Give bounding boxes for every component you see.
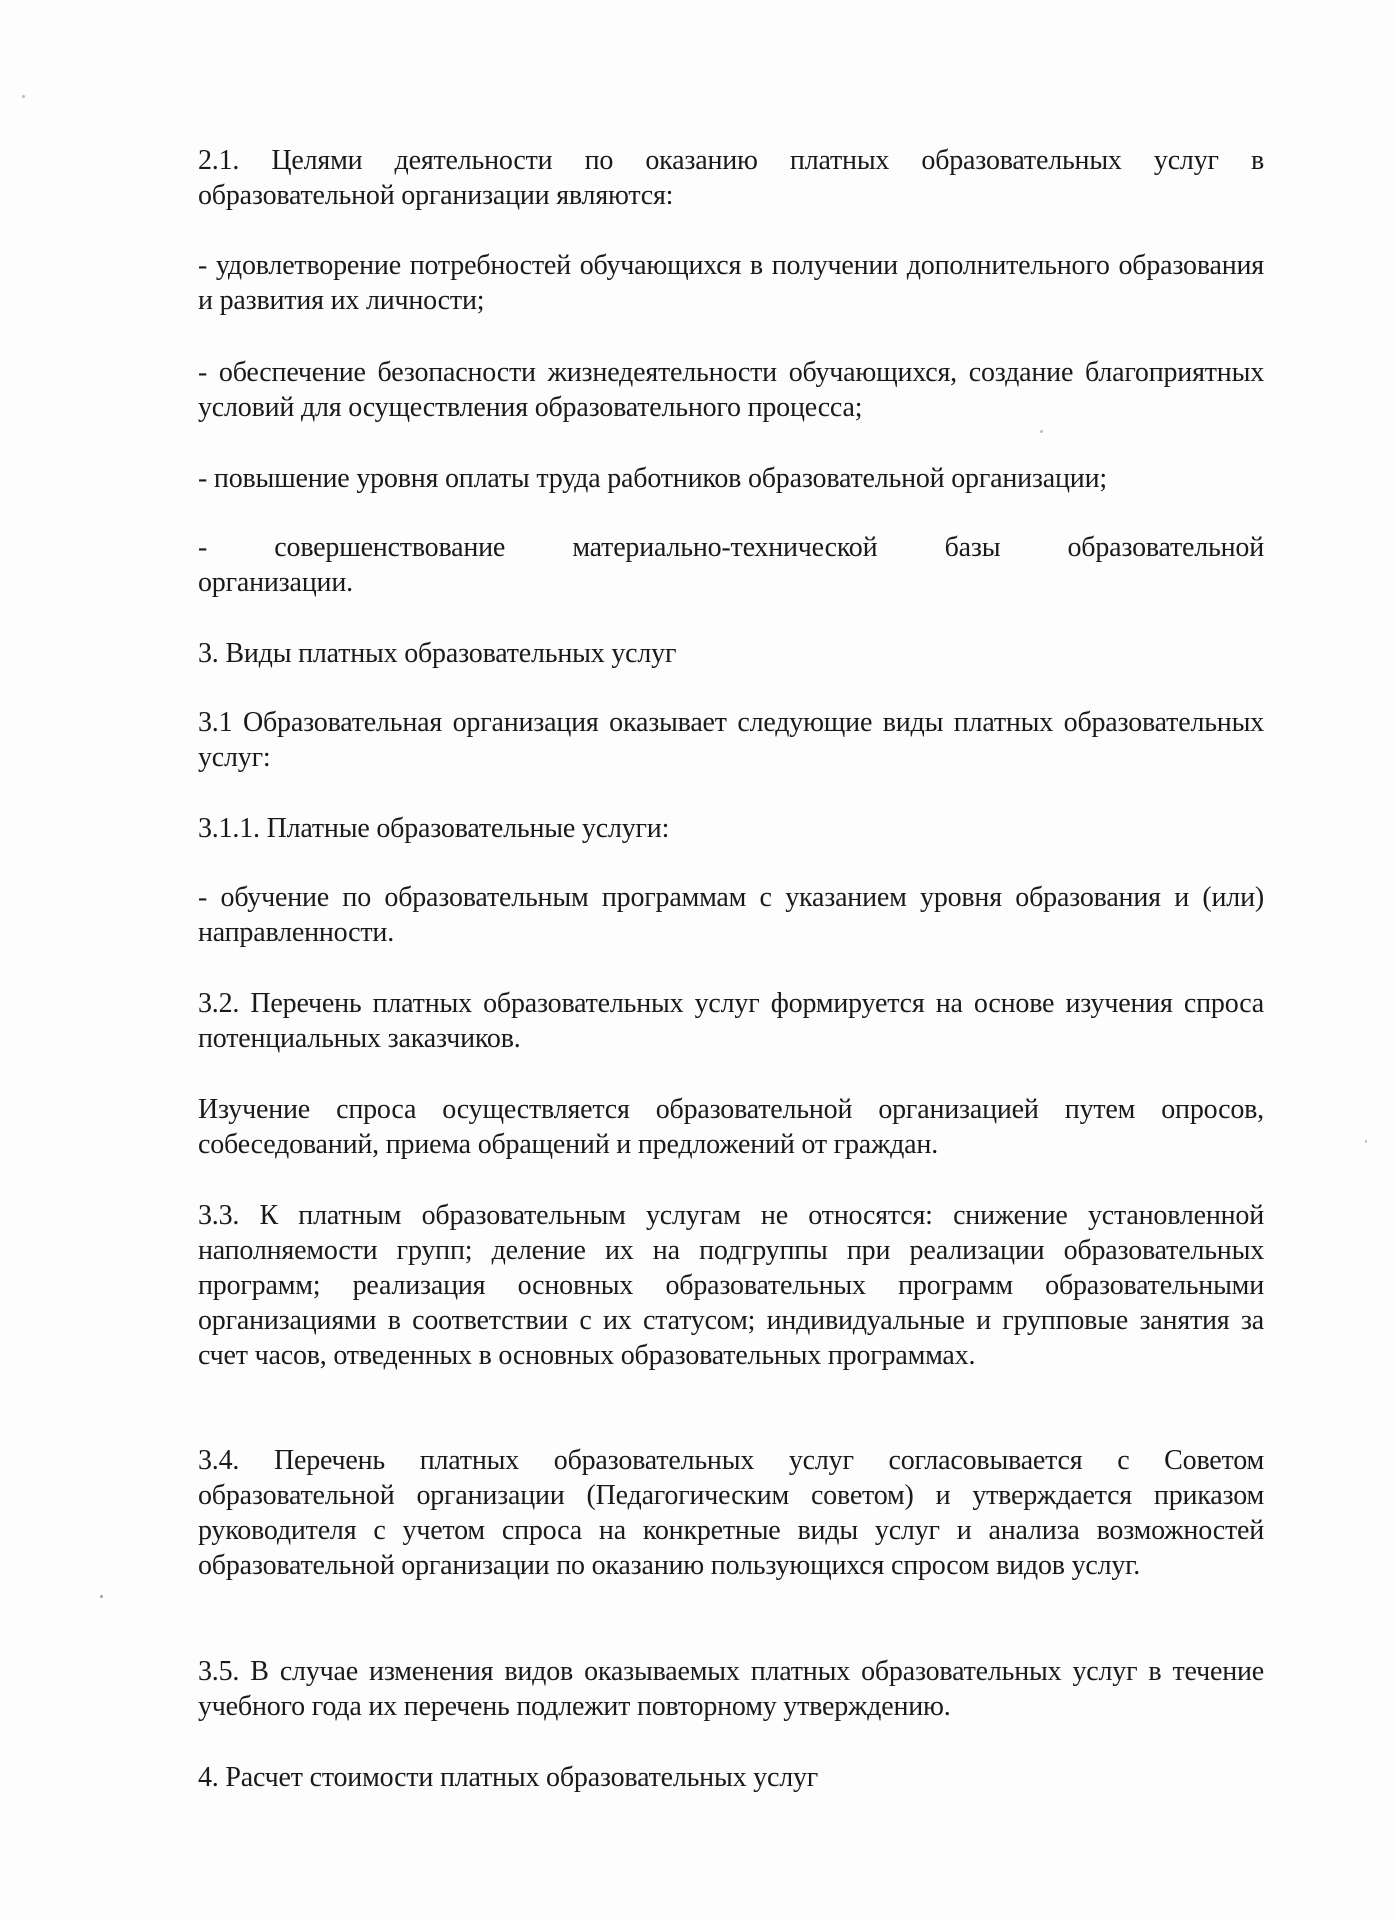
scan-speck bbox=[1365, 1140, 1367, 1143]
goal-item: - совершенствование материально-технической базы образовательной организации. bbox=[198, 532, 1264, 598]
goal-item: - обеспечение безопасности жизнедеятельности обучающихся, создание благоприятных условий для осуществления образовательного процесса; bbox=[198, 357, 1264, 423]
service-item: - обучение по образовательным программам с указанием уровня образования и (или) направленности. bbox=[198, 882, 1264, 948]
section-heading-3: 3. Виды платных образовательных услуг bbox=[198, 638, 677, 669]
scan-speck bbox=[100, 1595, 103, 1598]
paragraph-2-1: 2.1. Целями деятельности по оказанию платных образовательных услуг в образовательной организации являются: bbox=[198, 145, 1264, 211]
goal-item: - удовлетворение потребностей обучающихся в получении дополнительного образования и развития их личности; bbox=[198, 250, 1264, 316]
scan-speck bbox=[1040, 430, 1043, 433]
paragraph-3-3: 3.3. К платным образовательным услугам не относятся: снижение установленной наполняемости групп; деление их на подгруппы при реализации образовательных программ; реализация основных образовательных программ образовательными организациями в соответствии с их статусом; индивидуальные и групповые занятия за счет часов, отведенных в основных образовательных программах. bbox=[198, 1200, 1264, 1371]
goal-item: - повышение уровня оплаты труда работников образовательной организации; bbox=[198, 463, 1107, 494]
paragraph-3-5: 3.5. В случае изменения видов оказываемых платных образовательных услуг в течение учебного года их перечень подлежит повторному утверждению. bbox=[198, 1656, 1264, 1722]
scan-speck bbox=[22, 95, 25, 98]
paragraph-3-4: 3.4. Перечень платных образовательных услуг согласовывается с Советом образовательной организации (Педагогическим советом) и утверждается приказом руководителя с учетом спроса на конкретные виды услуг и анализа возможностей образовательной организации по оказанию пользующихся спросом видов услуг. bbox=[198, 1445, 1264, 1581]
section-heading-4: 4. Расчет стоимости платных образовательных услуг bbox=[198, 1762, 819, 1793]
paragraph-3-2: 3.2. Перечень платных образовательных услуг формируется на основе изучения спроса потенциальных заказчиков. bbox=[198, 988, 1264, 1054]
paragraph-3-1-1: 3.1.1. Платные образовательные услуги: bbox=[198, 813, 670, 844]
paragraph-3-2-demand: Изучение спроса осуществляется образовательной организацией путем опросов, собеседований, приема обращений и предложений от граждан. bbox=[198, 1094, 1264, 1160]
paragraph-3-1: 3.1 Образовательная организация оказывает следующие виды платных образовательных услуг: bbox=[198, 707, 1264, 773]
